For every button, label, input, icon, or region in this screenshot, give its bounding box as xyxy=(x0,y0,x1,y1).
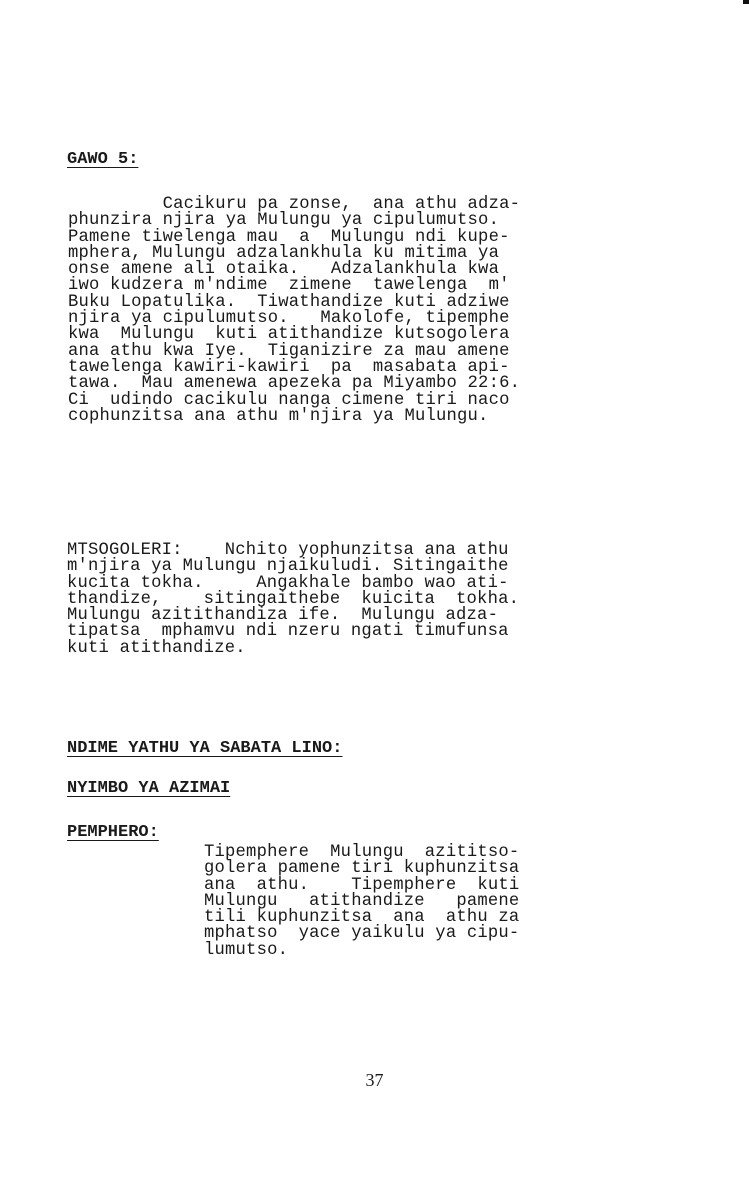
ndime-heading: NDIME YATHU YA SABATA LINO: xyxy=(67,739,343,758)
mtsogoleri-line: Mulungu azitithandiza ife. Mulungu adza- xyxy=(67,606,499,626)
gawo-line: tawelenga kawiri-kawiri pa masabata api- xyxy=(68,357,510,377)
gawo-line: tawa. Mau amenewa apezeka pa Miyambo 22:6. xyxy=(68,374,521,394)
mtsogoleri-line: m'njira ya Mulungu njaikuludi. Sitingaithe xyxy=(67,557,509,577)
pemphero-line: Tipemphere Mulungu azititso- xyxy=(204,843,520,862)
mtsogoleri-line: MTSOGOLERI: Nchito yophunzitsa ana athu xyxy=(67,541,509,560)
gawo-heading: GAWO 5: xyxy=(67,150,139,169)
pemphero-line: ana athu. Tipemphere kuti xyxy=(204,875,520,895)
pemphero-line: Mulungu atithandize pamene xyxy=(204,891,520,911)
mtsogoleri-line: tipatsa mphamvu ndi nzeru ngati timufunsa xyxy=(67,622,509,642)
gawo-line: cophunzitsa ana athu m'njira ya Mulungu. xyxy=(68,406,489,426)
gawo-line: iwo kudzera m'ndime zimene tawelenga m' xyxy=(68,276,510,296)
pemphero-line: golera pamene tiri kuphunzitsa xyxy=(204,859,520,879)
mtsogoleri-line: kuti atithandize. xyxy=(67,638,246,658)
pemphero-heading: PEMPHERO: xyxy=(67,823,159,842)
mtsogoleri-paragraph xyxy=(67,543,519,657)
gawo-line: onse amene ali otaika. Adzalankhula kwa xyxy=(68,260,500,280)
gawo-line: Buku Lopatulika. Tiwathandize kuti adziwe xyxy=(68,292,510,312)
pemphero-paragraph xyxy=(204,845,519,959)
page-number: 37 xyxy=(365,1070,384,1090)
gawo-line: ana athu kwa Iye. Tiganizire za mau amene xyxy=(68,341,510,361)
gawo-line: njira ya cipulumutso. Makolofe, tipemphe xyxy=(68,309,510,329)
mtsogoleri-line: thandize, sitingaithebe kuicita tokha. xyxy=(67,589,520,609)
gawo-line: Cacikuru pa zonse, ana athu adza- xyxy=(68,195,521,214)
pemphero-line: lumutso. xyxy=(204,940,289,960)
gawo-paragraph xyxy=(68,197,520,425)
scan-corner-mark xyxy=(743,0,749,4)
gawo-line: mphera, Mulungu adzalankhula ku mitima ya xyxy=(68,243,500,263)
nyimbo-heading: NYIMBO YA AZIMAI xyxy=(67,779,231,798)
gawo-line: kwa Mulungu kuti atithandize kutsogolera xyxy=(68,325,510,345)
gawo-line: Pamene tiwelenga mau a Mulungu ndi kupe- xyxy=(68,227,510,247)
gawo-line: Ci udindo cacikulu nanga cimene tiri naco xyxy=(68,390,510,410)
pemphero-line: tili kuphunzitsa ana athu za xyxy=(204,908,520,928)
gawo-line: phunzira njira ya Mulungu ya cipulumutso. xyxy=(68,211,500,231)
mtsogoleri-line: kucita tokha. Angakhale bambo wao ati- xyxy=(67,573,509,593)
pemphero-line: mphatso yace yaikulu ya cipu- xyxy=(204,924,520,944)
